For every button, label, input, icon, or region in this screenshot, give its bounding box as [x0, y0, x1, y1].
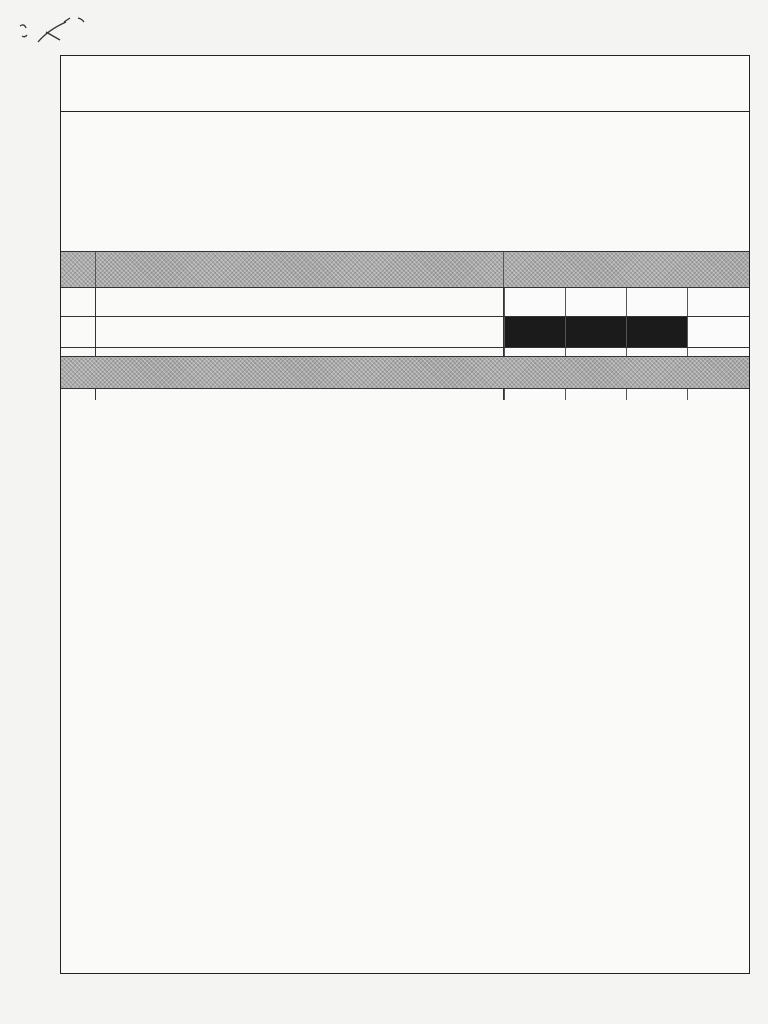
- answer-box-shaded: [504, 317, 565, 347]
- answer-box-shaded: [626, 317, 687, 347]
- example-row: [61, 316, 749, 347]
- answer-box: [565, 288, 626, 316]
- column-header-statement: [96, 252, 504, 287]
- example-number: [61, 317, 96, 347]
- title-box: [61, 56, 749, 112]
- column-header-no: [61, 252, 96, 287]
- statement-table: [61, 251, 749, 973]
- spacer-row: [61, 347, 749, 356]
- instructions-en: [61, 112, 749, 122]
- spacer-row: [61, 388, 749, 400]
- answer-box: [504, 288, 565, 316]
- table-header-row: [61, 251, 749, 287]
- example-answer-box: [687, 317, 749, 347]
- answer-box-shaded: [565, 317, 626, 347]
- example-label-row: [61, 287, 749, 316]
- answer-box: [687, 288, 749, 316]
- answer-box: [626, 288, 687, 316]
- test-sheet: [60, 55, 750, 974]
- start-row: [61, 356, 749, 388]
- handwritten-scribble: [18, 8, 108, 50]
- instructions-my: [61, 122, 749, 128]
